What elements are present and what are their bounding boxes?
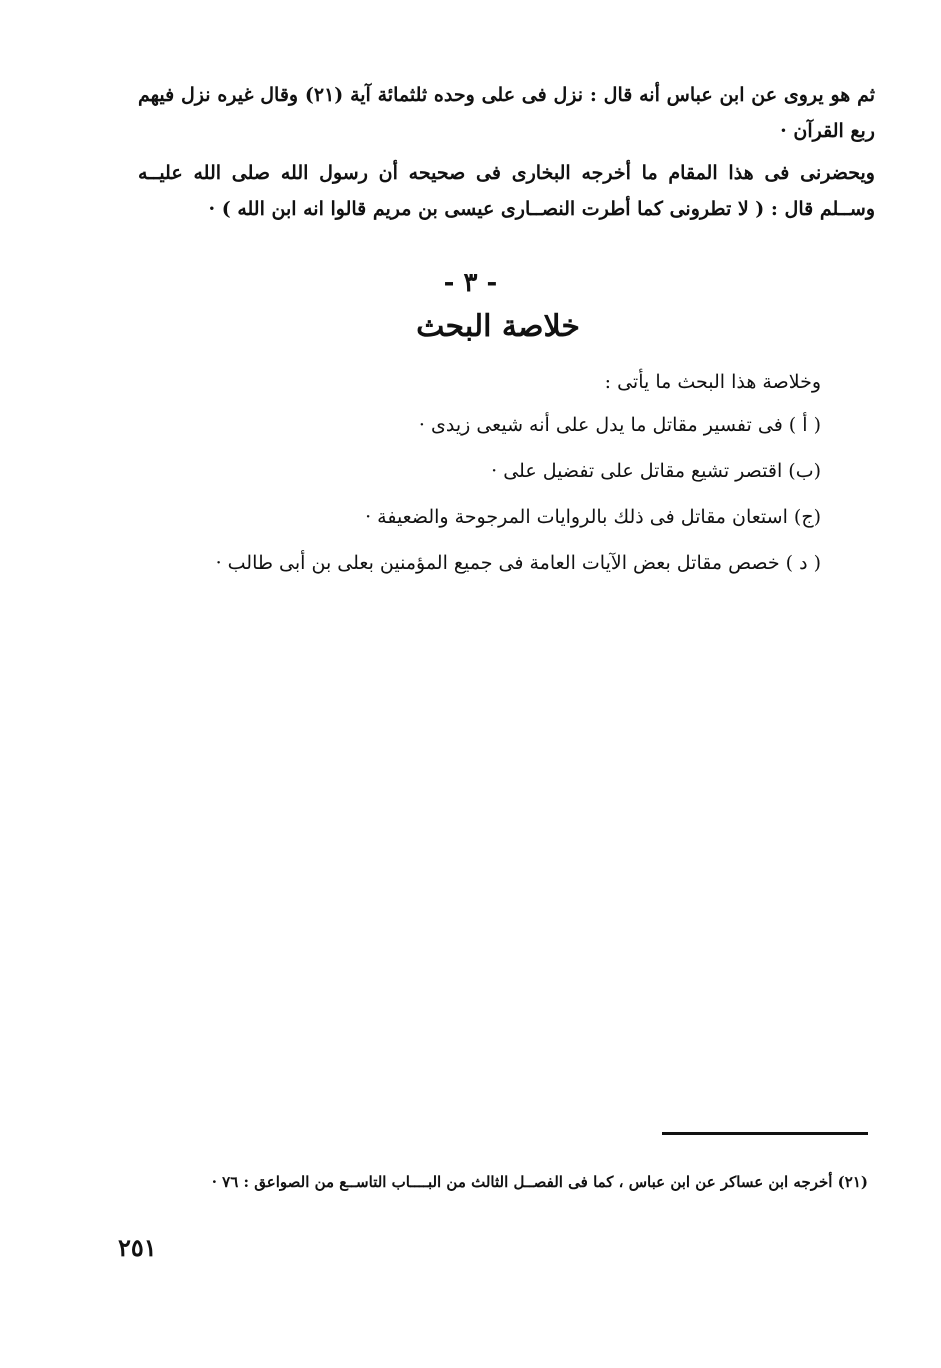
summary-list — [161, 408, 821, 592]
footnote: (٢١) أخرجه ابن عساكر عن ابن عباس ، كما فى الفصــل الثالث من البــــاب التاســع من الصواعق : ٧٦ · — [211, 1173, 868, 1191]
summary-item: ( أ ) فى تفسير مقاتل ما يدل على أنه شيعى زيدى · — [418, 414, 821, 436]
summary-item: ( د ) خصص مقاتل بعض الآيات العامة فى جميع المؤمنين بعلى بن أبى طالب · — [215, 552, 821, 574]
summary-item: (ب) اقتصر تشيع مقاتل على تفضيل على · — [491, 460, 821, 482]
section-title: خلاصة البحث — [416, 309, 580, 344]
summary-item: (ج) استعان مقاتل فى ذلك بالروايات المرجوحة والضعيفة · — [365, 506, 821, 528]
footnote-divider — [662, 1132, 868, 1135]
page-number: ٢٥١ — [118, 1233, 157, 1262]
paragraph-narration: ثم هو يروى عن ابن عباس أنه قال : نزل فى على وحده ثلثمائة آية (٢١) وقال غيره نزل فيهم ربع القرآن · — [138, 84, 876, 142]
summary-intro: وخلاصة هذا البحث ما يأتى : — [604, 371, 821, 393]
paragraph-bukhari-hadith: ويحضرنى فى هذا المقام ما أخرجه البخارى فى صحيحه أن رسول الله صلى الله عليــه وســلم قال : ( لا تطرونى كما أطرت النصــارى عيسى بن مريم قالوا انه ابن الله ) · — [138, 162, 875, 220]
section-number: - ٣ - — [443, 268, 498, 298]
